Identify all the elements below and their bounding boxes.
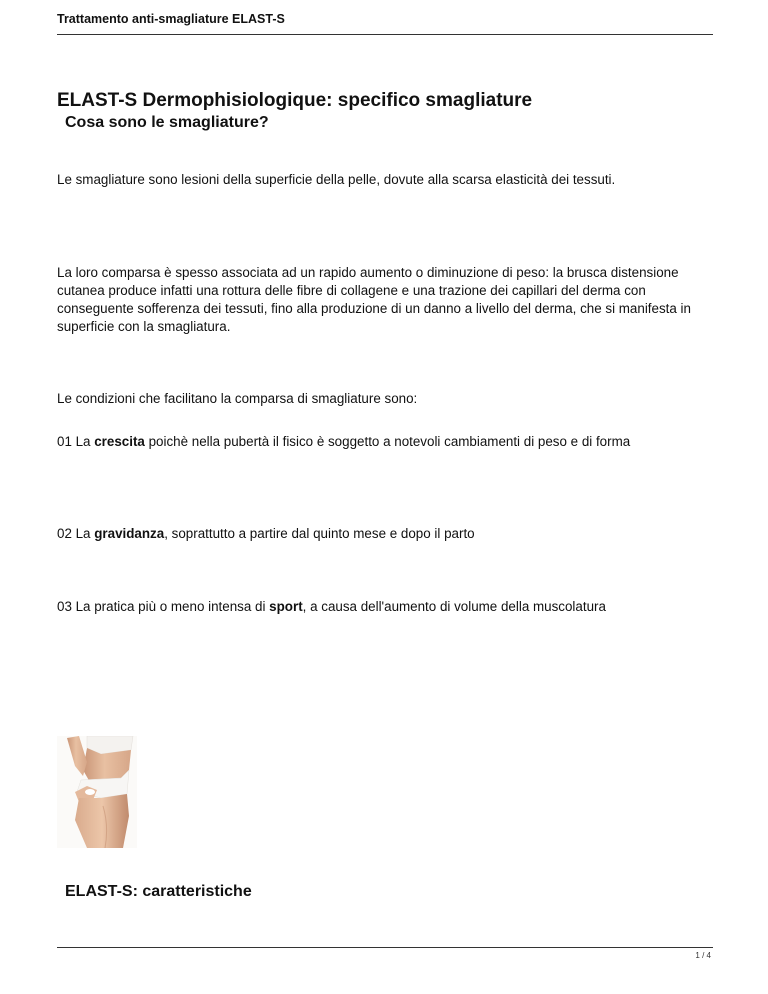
photo-illustration (57, 736, 137, 848)
list-item-text: poichè nella pubertà il fisico è soggetto a notevoli cambiamenti di peso e di forma (144, 434, 631, 449)
list-item-prefix: 02 La (57, 526, 95, 541)
article-title: ELAST-S Dermophisiologique: specifico smagliature (57, 90, 533, 111)
article-subtitle: Cosa sono le smagliature? (65, 114, 269, 131)
footer-divider (57, 947, 713, 948)
paragraph-conditions-intro: Le condizioni che facilitano la comparsa di smagliature sono: (57, 391, 418, 406)
page-header-title: Trattamento anti-smagliature ELAST-S (57, 12, 285, 26)
list-item-keyword: gravidanza (94, 526, 165, 541)
paragraph-definition: Le smagliature sono lesioni della superficie della pelle, dovute alla scarsa elasticità dei tessuti. (57, 172, 616, 187)
page-number: 1 / 4 (695, 951, 711, 960)
list-item-sport (57, 598, 737, 616)
list-item-growth (57, 433, 713, 451)
list-item-keyword: crescita (94, 434, 145, 449)
list-item-text: , soprattutto a partire dal quinto mese e dopo il parto (164, 526, 475, 541)
list-item-pregnancy (57, 525, 713, 543)
list-item-text: , a causa dell'aumento di volume della muscolatura (302, 599, 606, 614)
header-divider (57, 34, 713, 35)
paragraph-causes: La loro comparsa è spesso associata ad un rapido aumento o diminuzione di peso: la brusca distensione cutanea produce infatti una rottura delle fibre di collagene e una trazione dei capillari del derma con conseguente sofferenza dei tessuti, fino alla produzione di un danno a livello del derma, che si manifesta in superficie con la smagliatura. (57, 265, 691, 334)
list-item-keyword: sport (269, 599, 303, 614)
list-item-prefix: 01 La (57, 434, 95, 449)
section-title-characteristics: ELAST-S: caratteristiche (65, 883, 252, 900)
woman-applying-cream-photo (57, 736, 137, 848)
list-item-prefix: 03 La pratica più o meno intensa di (57, 599, 270, 614)
